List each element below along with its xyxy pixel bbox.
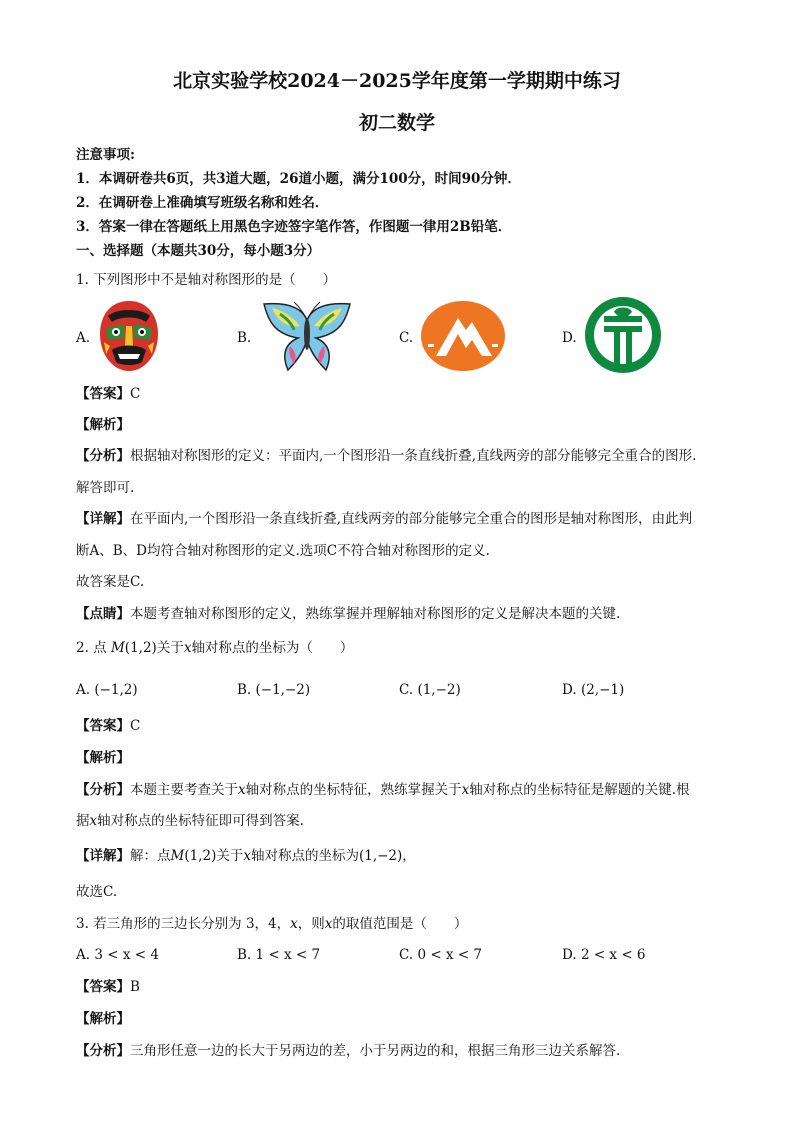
- q3-option-d: [562, 946, 646, 964]
- q2-answer: [76, 717, 140, 735]
- fenxi-label: 【分析】: [76, 448, 130, 464]
- q3-stem: [76, 915, 467, 933]
- var-x: x: [89, 813, 98, 829]
- option-key: D.: [562, 947, 577, 963]
- fenxi-label: 【分析】: [76, 782, 130, 798]
- q2-point-name: M: [170, 848, 185, 864]
- q3-option-c: [399, 946, 482, 964]
- q2-option-a: [76, 681, 138, 699]
- q2-option-d: [562, 681, 624, 699]
- q1-option-a-label: A.: [76, 330, 91, 346]
- answer-label: 【答案】: [76, 386, 130, 402]
- fenxi-text: 根据轴对称图形的定义：平面内,一个图形沿一条直线折叠,直线两旁的部分能够完全重合的图形.: [130, 448, 697, 464]
- q3-option-b: [237, 946, 320, 964]
- option-value: 2 < x < 6: [580, 947, 646, 963]
- fenxi-label: 【分析】: [76, 1043, 130, 1059]
- option-key: D.: [562, 682, 577, 698]
- q2-stem-x: x: [183, 640, 192, 656]
- fenxi-text-b: 轴对称点的坐标特征，熟练掌握关于: [245, 782, 462, 798]
- fenxi-text-d: 据: [76, 813, 90, 829]
- q3-option-a: [76, 946, 159, 964]
- xiangjie-result: (1,−2): [358, 848, 403, 864]
- fenxi-text-c: 轴对称点的坐标特征是解题的关键.根: [469, 782, 690, 798]
- answer-label: 【答案】: [76, 718, 130, 734]
- option-value: 0 < x < 7: [417, 947, 483, 963]
- option-value: (−1,2): [94, 682, 138, 698]
- var-x: x: [461, 782, 470, 798]
- q1-xiangjie-line2: 断A、B、D均符合轴对称图形的定义.选项C不符合轴对称图形的定义.: [76, 543, 490, 559]
- option-value: (2,−1): [580, 682, 625, 698]
- xiangjie-text: 在平面内,一个图形沿一条直线折叠,直线两旁的部分能够完全重合的图形是轴对称图形，由此判: [130, 511, 693, 527]
- fenxi-text-a: 本题主要考查关于: [130, 782, 238, 798]
- exam-title: 北京实验学校2024－2025学年度第一学期期中练习: [173, 70, 621, 92]
- answer-value: C: [130, 386, 141, 402]
- var-x: x: [290, 916, 298, 932]
- q1-fenxi-line2: 解答即可.: [76, 480, 135, 496]
- q3-answer: [76, 978, 140, 996]
- q1-answer: [76, 385, 140, 403]
- q2-stem-post: 轴对称点的坐标为（ ）: [191, 640, 354, 656]
- section-heading: 一、选择题（本题共30分，每小题3分）: [76, 243, 321, 259]
- option-key: B.: [237, 947, 252, 963]
- dianjing-text: 本题考查轴对称图形的定义，熟练掌握并理解轴对称图形的定义是解决本题的关键.: [130, 606, 621, 622]
- q2-xiangjie: [76, 847, 416, 865]
- xiangjie-label: 【详解】: [76, 848, 130, 864]
- q1-option-d-label: D.: [562, 330, 577, 346]
- q1-option-b-label: B.: [237, 330, 252, 346]
- q2-point-coord: (1,2): [124, 640, 157, 656]
- q2-fenxi-line2: [76, 812, 304, 830]
- xiangjie-text-b: 关于: [216, 848, 244, 864]
- q3-fenxi: [76, 1042, 620, 1060]
- dianjing-label: 【点睛】: [76, 606, 130, 622]
- q2-stem: [76, 639, 353, 657]
- answer-value: B: [130, 979, 140, 995]
- q1-dianjing: [76, 605, 620, 623]
- q2-stem-pre: 2. 点: [76, 640, 107, 656]
- xiangjie-text-a: 解：点: [130, 848, 171, 864]
- exam-subtitle: 初二数学: [358, 112, 435, 134]
- q3-stem-c: 的取值范围是（ ）: [332, 916, 468, 932]
- option-value: (−1,−2): [255, 682, 311, 698]
- option-key: A.: [76, 682, 91, 698]
- var-x: x: [238, 782, 246, 798]
- q1-xiangjie-line1: [76, 510, 692, 528]
- note-item-3: 3．答案一律在答题纸上用黑色字迹签字笔作答，作图题一律用2B铅笔．: [76, 219, 512, 235]
- var-x: x: [243, 848, 251, 864]
- option-value: 3 < x < 4: [94, 947, 159, 963]
- q3-stem-b: ，则: [297, 916, 325, 932]
- butterfly-icon: [258, 300, 356, 374]
- q1-fenxi-line1: [76, 447, 696, 465]
- option-key: A.: [76, 947, 91, 963]
- q1-stem: 1. 下列图形中不是轴对称图形的是（ ）: [76, 272, 337, 288]
- answer-value: C: [130, 718, 141, 734]
- q2-analysis-label: 【解析】: [76, 750, 130, 766]
- xiangjie-text-c: 轴对称点的坐标为: [250, 848, 359, 864]
- notes-heading: 注意事项:: [76, 147, 135, 163]
- q2-option-b: [237, 681, 310, 699]
- xiangjie-end: ，: [402, 848, 416, 864]
- q1-analysis-label: 【解析】: [76, 417, 130, 433]
- fenxi-text-e: 轴对称点的坐标特征即可得到答案.: [97, 813, 304, 829]
- option-value: (1,−2): [417, 682, 461, 698]
- option-key: C.: [399, 682, 414, 698]
- bank-logo-icon: [584, 296, 662, 374]
- q2-option-c: [399, 681, 461, 699]
- q2-fenxi-line1: [76, 781, 690, 799]
- q3-analysis-label: 【解析】: [76, 1011, 130, 1027]
- q3-stem-a: 3. 若三角形的三边长分别为 3，4，: [76, 916, 291, 932]
- var-x: x: [324, 916, 333, 932]
- option-key: B.: [237, 682, 252, 698]
- answer-label: 【答案】: [76, 979, 130, 995]
- q2-point-coord: (1,2): [184, 848, 217, 864]
- q1-conclusion: 故答案是C.: [76, 574, 145, 590]
- option-key: C.: [399, 947, 414, 963]
- q2-conclusion: 故选C.: [76, 884, 118, 900]
- mask-icon: [96, 298, 162, 374]
- q2-stem-about: 关于: [156, 640, 184, 656]
- note-item-2: 2．在调研卷上准确填写班级名称和姓名．: [76, 195, 329, 211]
- orange-logo-icon: [420, 300, 506, 372]
- xiangjie-label: 【详解】: [76, 511, 130, 527]
- q1-option-c-label: C.: [399, 330, 414, 346]
- note-item-1: 1．本调研卷共6页，共3道大题，26道小题，满分100分，时间90分钟．: [76, 171, 521, 187]
- option-value: 1 < x < 7: [255, 947, 321, 963]
- fenxi-text: 三角形任意一边的长大于另两边的差，小于另两边的和，根据三角形三边关系解答.: [130, 1043, 621, 1059]
- q2-point-name: M: [110, 640, 125, 656]
